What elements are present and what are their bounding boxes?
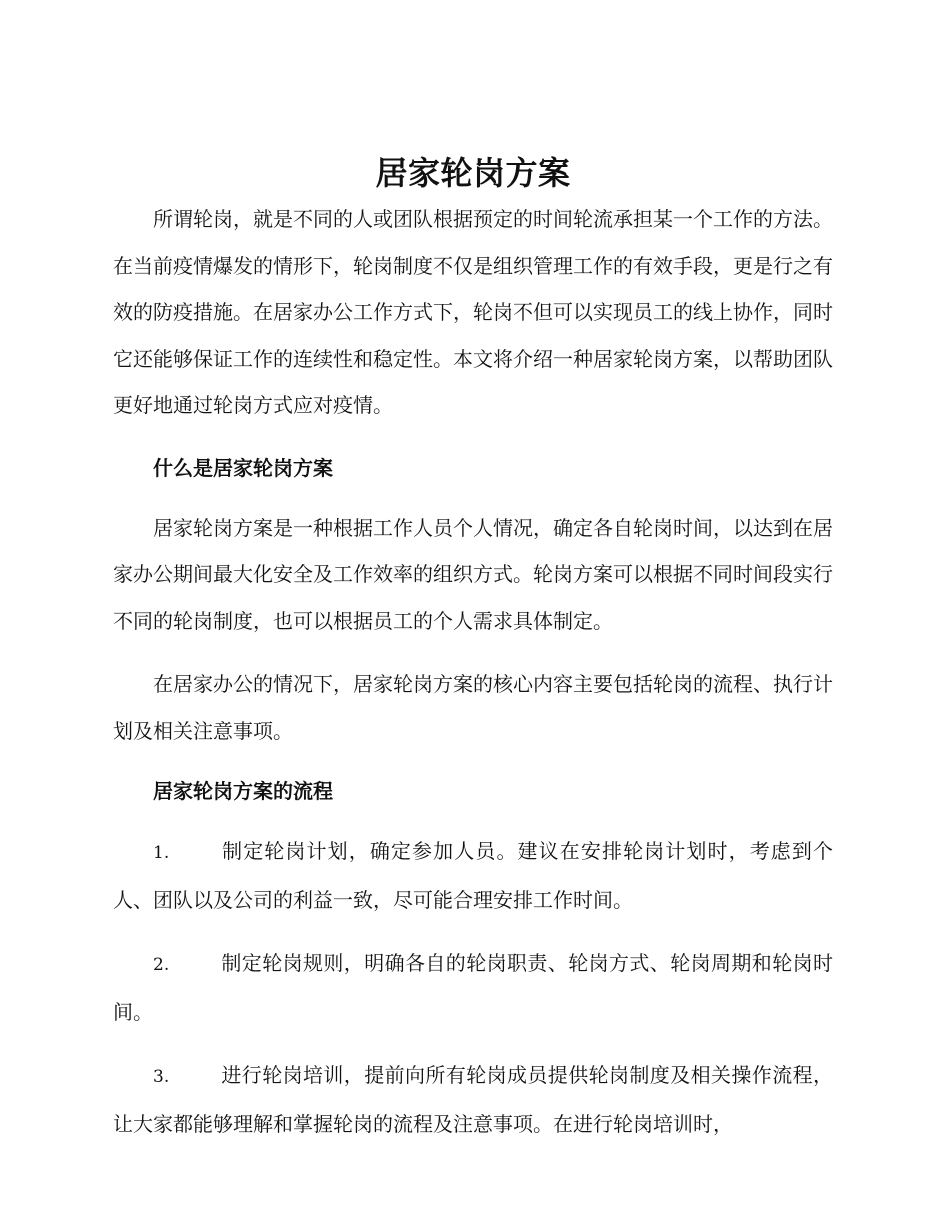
list-item-number: 3.: [153, 1067, 170, 1087]
process-list-item: [113, 940, 833, 1035]
section-heading-what-is: 什么是居家轮岗方案: [153, 455, 333, 480]
list-item-text: 制定轮岗计划，确定参加人员。建议在安排轮岗计划时，考虑到个人、团队以及公司的利益一致，尽可能合理安排工作时间。: [113, 839, 833, 912]
document-title: 居家轮岗方案: [375, 154, 571, 192]
list-item-text: 制定轮岗规则，明确各自的轮岗职责、轮岗方式、轮岗周期和轮岗时间。: [113, 951, 833, 1024]
list-item-text: 进行轮岗培训，提前向所有轮岗成员提供轮岗制度及相关操作流程，让大家都能够理解和掌握轮岗的流程及注意事项。在进行轮岗培训时，: [113, 1063, 833, 1136]
section1-paragraph-2: 在居家办公的情况下，居家轮岗方案的核心内容主要包括轮岗的流程、执行计划及相关注意事项。: [113, 672, 833, 743]
process-list-item: [113, 828, 833, 923]
section-heading-process: 居家轮岗方案的流程: [153, 779, 333, 803]
document-body: [113, 150, 833, 1164]
intro-paragraph: 所谓轮岗，就是不同的人或团队根据预定的时间轮流承担某一个工作的方法。在当前疫情爆发的情形下，轮岗制度不仅是组织管理工作的有效手段，更是行之有效的防疫措施。在居家办公工作方式下，轮岗不但可以实现员工的线上协作，同时它还能够保证工作的连续性和稳定性。本文将介绍一种居家轮岗方案，以帮助团队更好地通过轮岗方式应对疫情。: [113, 207, 833, 417]
list-item-number: 1.: [153, 843, 170, 863]
list-item-number: 2.: [153, 955, 170, 975]
section1-paragraph-1: 居家轮岗方案是一种根据工作人员个人情况，确定各自轮岗时间，以达到在居家办公期间最大化安全及工作效率的组织方式。轮岗方案可以根据不同时间段实行不同的轮岗制度，也可以根据员工的个人需求具体制定。: [113, 515, 833, 633]
process-list-item: [113, 1052, 833, 1147]
